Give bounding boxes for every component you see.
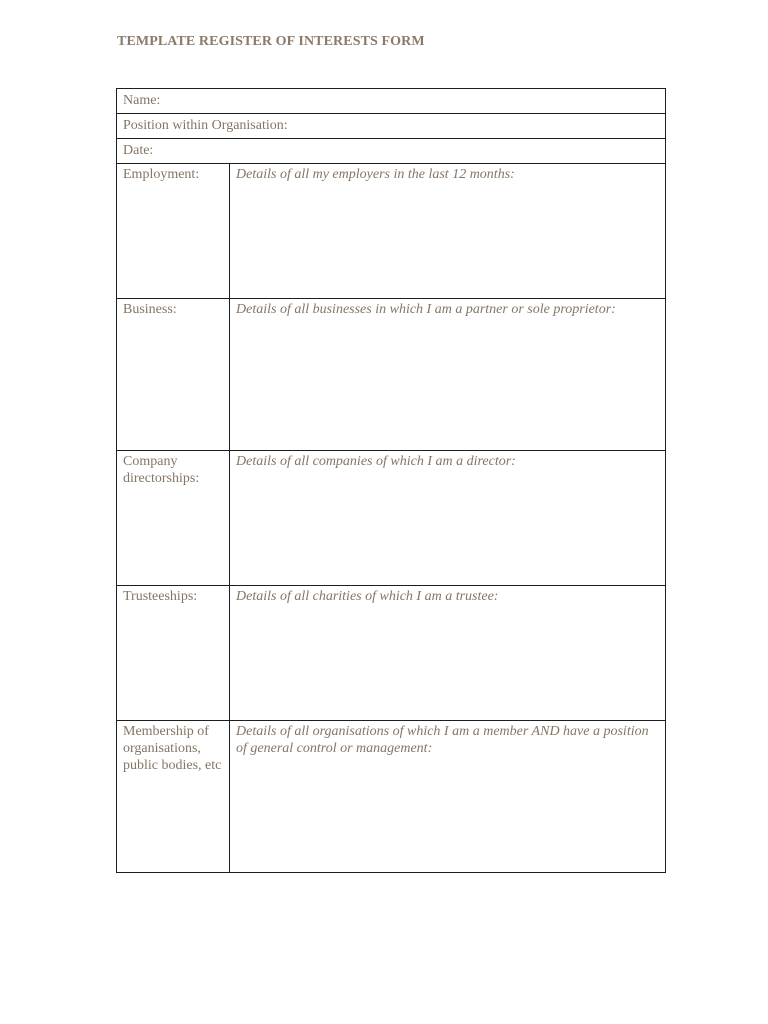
name-field[interactable]: Name: (117, 89, 666, 114)
page-title: TEMPLATE REGISTER OF INTERESTS FORM (117, 34, 425, 49)
company-directorships-label: Company directorships: (117, 451, 230, 586)
membership-details-field[interactable]: Details of all organisations of which I am a member AND have a position of general control or management: (230, 721, 666, 873)
name-row (117, 89, 666, 114)
trusteeships-row (117, 586, 666, 721)
employment-details-field[interactable]: Details of all my employers in the last 12 months: (230, 164, 666, 299)
position-field[interactable]: Position within Organisation: (117, 114, 666, 139)
register-of-interests-table (116, 88, 666, 873)
date-row (117, 139, 666, 164)
company-directorships-details-field[interactable]: Details of all companies of which I am a director: (230, 451, 666, 586)
business-row (117, 299, 666, 451)
business-label: Business: (117, 299, 230, 451)
trusteeships-label: Trusteeships: (117, 586, 230, 721)
employment-row (117, 164, 666, 299)
business-details-field[interactable]: Details of all businesses in which I am a partner or sole proprietor: (230, 299, 666, 451)
company-directorships-row (117, 451, 666, 586)
position-row (117, 114, 666, 139)
membership-label: Membership of organisations, public bodies, etc (117, 721, 230, 873)
employment-label: Employment: (117, 164, 230, 299)
date-field[interactable]: Date: (117, 139, 666, 164)
trusteeships-details-field[interactable]: Details of all charities of which I am a trustee: (230, 586, 666, 721)
membership-row (117, 721, 666, 873)
